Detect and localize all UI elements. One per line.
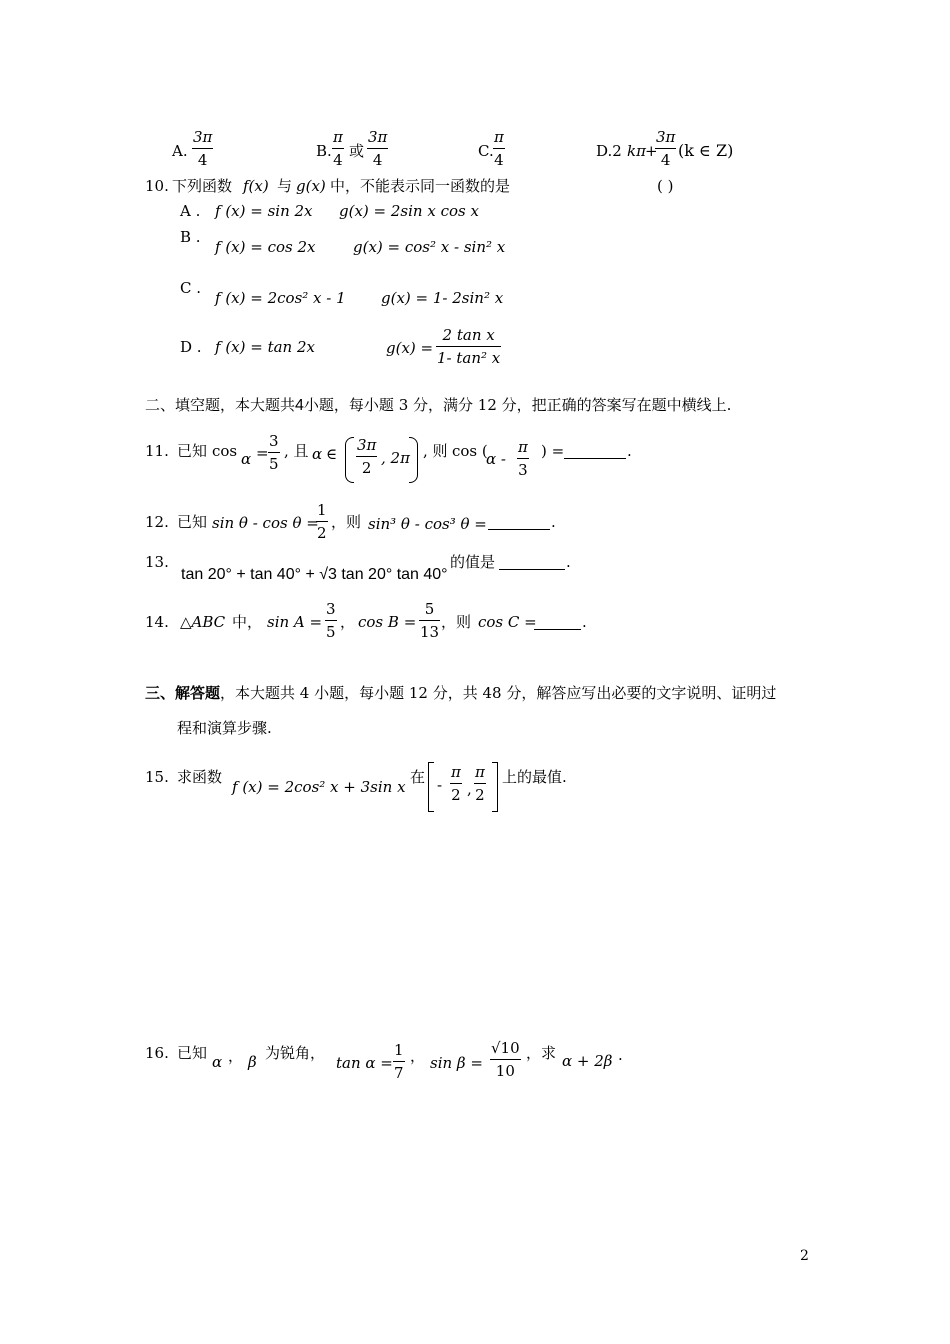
denominator: 10 xyxy=(495,1062,515,1080)
q9-option-d-plus: + xyxy=(645,142,658,160)
q14-answer-blank[interactable] xyxy=(534,629,581,630)
q10-option-c-label: C . xyxy=(180,279,202,297)
section2-rest: 小题，每小题 3 分，满分 12 分，把正确的答案写在题中横线上. xyxy=(303,396,732,414)
q16-comma-2: ， xyxy=(410,1047,426,1065)
q11-interval-fraction xyxy=(356,438,377,476)
q16-acute: 为锐角， xyxy=(265,1044,326,1062)
q15-comma: , xyxy=(467,780,472,798)
q9-option-c-fraction xyxy=(493,130,505,168)
q12-known: 已知 xyxy=(177,513,208,531)
q14-dot: . xyxy=(582,613,587,631)
denominator: 1- tan² x xyxy=(437,349,501,367)
numerator: π xyxy=(474,765,486,784)
q10-option-b-g: g(x) = cos² x - sin² x xyxy=(353,238,506,256)
denominator: 4 xyxy=(372,151,383,169)
q11-interval-left-paren xyxy=(345,437,354,483)
q11-expr-close: ) = xyxy=(541,442,565,460)
q10-stem-b: 中，不能表示同一函数的是 xyxy=(330,177,511,195)
denominator: 7 xyxy=(394,1064,404,1082)
q10-option-d-g-fraction xyxy=(436,328,501,366)
q11-expr-cos: cos ( xyxy=(452,442,488,460)
denominator: 2 xyxy=(451,786,461,804)
q16-comma: ， xyxy=(228,1047,244,1065)
section3-rest: ，本大题共 4 小题，每小题 12 分，共 48 分，解答应写出必要的文字说明、证明过 xyxy=(220,684,777,702)
q12-lhs: sin θ - cos θ = xyxy=(212,514,319,532)
section2-count: 4 xyxy=(295,397,304,414)
q10-g-of-x: g(x) xyxy=(296,177,326,195)
q10-option-a-f: f (x) = sin 2x xyxy=(215,202,313,220)
denominator: 4 xyxy=(494,151,504,169)
q11-then: , 则 xyxy=(423,442,448,460)
q15-tail: 上的最值. xyxy=(502,768,567,786)
q10-stem-a: 下列函数 xyxy=(172,177,233,195)
q13-tail: 的值是 xyxy=(450,553,496,571)
q12-expr: sin³ θ - cos³ θ = xyxy=(368,515,487,533)
q16-sin-lhs: sin β = xyxy=(430,1054,483,1072)
denominator: 5 xyxy=(326,623,336,641)
q12-number: 12. xyxy=(145,513,169,531)
numerator: π xyxy=(493,130,505,149)
denominator: 3 xyxy=(518,461,528,479)
denominator: 2 xyxy=(361,459,372,477)
q9-option-d-k: kπ xyxy=(627,142,646,160)
denominator: 13 xyxy=(420,623,440,641)
section2-heading xyxy=(145,398,731,414)
q11-interval-right-paren xyxy=(409,437,418,483)
q11-known: 已知 xyxy=(177,442,208,460)
q15-fraction-1 xyxy=(450,765,462,803)
q15-interval-right-bracket xyxy=(492,762,498,812)
q14-cos-b-fraction xyxy=(419,602,440,640)
q10-number: 10. xyxy=(145,177,169,195)
section3-heading-bold: 三、解答题 xyxy=(145,684,221,702)
q12-answer-blank[interactable] xyxy=(488,529,550,530)
q12-then: ，则 xyxy=(331,513,362,531)
q9-option-b-fraction-1 xyxy=(332,130,344,168)
q11-eq: = xyxy=(256,444,269,462)
section2-heading-text: 二、填空题，本大题共 xyxy=(145,396,296,414)
denominator: 2 xyxy=(475,786,485,804)
q14-then: ，则 xyxy=(441,613,472,631)
q10-f-of-x: f(x) xyxy=(243,177,269,195)
numerator: π xyxy=(450,765,462,784)
q10-and: 与 xyxy=(277,177,293,195)
q9-option-d-label: D.2 xyxy=(596,142,622,160)
q11-answer-blank[interactable] xyxy=(564,458,626,459)
q9-option-a-fraction xyxy=(192,130,213,168)
q9-option-a-label: A. xyxy=(172,142,188,160)
q16-sin-fraction xyxy=(490,1041,521,1079)
q15-interval-left-bracket xyxy=(428,762,434,812)
q11-expr-fraction xyxy=(517,440,529,478)
numerator: 3π xyxy=(367,130,388,149)
q15-fraction-2 xyxy=(474,765,486,803)
q13-dot: . xyxy=(566,553,571,571)
q11-alpha: α xyxy=(241,450,252,468)
q13-answer-blank[interactable] xyxy=(499,569,565,570)
denominator: 2 xyxy=(317,524,327,542)
q15-number: 15. xyxy=(145,768,169,786)
numerator: 3π xyxy=(655,130,676,149)
q14-cos-b: cos B = xyxy=(358,613,417,631)
q15-zai: 在 xyxy=(410,768,426,786)
numerator: √10 xyxy=(490,1041,521,1060)
q11-expr-alpha: α - xyxy=(486,450,506,468)
denominator: 4 xyxy=(197,151,208,169)
q14-sin-a-fraction xyxy=(325,602,337,640)
numerator: π xyxy=(517,440,529,459)
numerator: 3 xyxy=(325,602,337,621)
q10-option-a-label: A . xyxy=(180,202,201,220)
denominator: 4 xyxy=(333,151,343,169)
numerator: 5 xyxy=(419,602,440,621)
denominator: 4 xyxy=(660,151,671,169)
q10-option-a-g: g(x) = 2sin x cos x xyxy=(339,202,479,220)
denominator: 5 xyxy=(269,455,279,473)
q11-number: 11. xyxy=(145,442,169,460)
numerator: 2 tan x xyxy=(436,328,501,347)
q14-comma: ， xyxy=(340,613,356,631)
q16-period: · xyxy=(618,1050,623,1068)
q11-fraction xyxy=(268,434,280,472)
q9-option-b-label: B. xyxy=(316,142,332,160)
q10-option-c-g: g(x) = 1- 2sin² x xyxy=(381,289,504,307)
q13-number: 13. xyxy=(145,553,169,571)
q16-tan-lhs: tan α = xyxy=(336,1054,393,1072)
q10-option-d-g-lhs: g(x) = xyxy=(386,339,434,357)
q10-option-d-f: f (x) = tan 2x xyxy=(215,338,315,356)
q16-number: 16. xyxy=(145,1044,169,1062)
numerator: 3π xyxy=(356,438,377,457)
q12-dot: . xyxy=(551,513,556,531)
section3-line2: 程和演算步骤. xyxy=(177,719,272,737)
q9-option-b-fraction-2 xyxy=(367,130,388,168)
q16-alpha: α xyxy=(212,1053,223,1071)
q9-option-d-fraction xyxy=(655,130,676,168)
q14-cos-c: cos C = xyxy=(478,613,537,631)
section3-heading xyxy=(145,686,776,701)
q11-in: ∈ xyxy=(326,445,338,463)
q15-expression: f (x) = 2cos² x + 3sin x xyxy=(232,778,406,796)
q14-number: 14. xyxy=(145,613,169,631)
q10-option-b-f: f (x) = cos 2x xyxy=(215,238,316,256)
q11-interval-right: , 2π xyxy=(381,449,410,467)
q16-ask: ，求 xyxy=(526,1044,557,1062)
page-number: 2 xyxy=(800,1248,809,1264)
q9-option-c-label: C. xyxy=(478,142,494,160)
q15-minus: - xyxy=(437,776,443,794)
q10-option-b-label: B . xyxy=(180,228,201,246)
q14-triangle: △ABC xyxy=(180,613,226,631)
q14-sin-a: sin A = xyxy=(267,613,323,631)
q10-option-d-label: D . xyxy=(180,338,202,356)
q10-answer-paren: ( ) xyxy=(657,177,674,195)
q10-option-c-f: f (x) = 2cos² x - 1 xyxy=(215,289,346,307)
numerator: 3π xyxy=(192,130,213,149)
q11-alpha-2: α xyxy=(312,445,323,463)
q16-known: 已知 xyxy=(177,1044,208,1062)
q9-option-d-condition: (k ∈ Z) xyxy=(678,141,734,160)
q16-beta: β xyxy=(248,1053,257,1071)
numerator: 3 xyxy=(268,434,280,453)
q14-zhong: 中， xyxy=(232,613,263,631)
q11-dot: . xyxy=(627,442,632,460)
q12-fraction xyxy=(316,503,328,541)
q16-tan-fraction xyxy=(393,1043,405,1081)
numerator: π xyxy=(332,130,344,149)
q13-expression: tan 20° + tan 40° + √3 tan 20° tan 40° xyxy=(181,566,448,583)
q11-cos: cos xyxy=(212,442,238,460)
numerator: 1 xyxy=(393,1043,405,1062)
numerator: 1 xyxy=(316,503,328,522)
q11-qie: , 且 xyxy=(284,442,309,460)
q9-option-b-or: 或 xyxy=(349,142,365,160)
q15-stem: 求函数 xyxy=(177,768,223,786)
q16-target: α + 2β xyxy=(562,1052,613,1070)
